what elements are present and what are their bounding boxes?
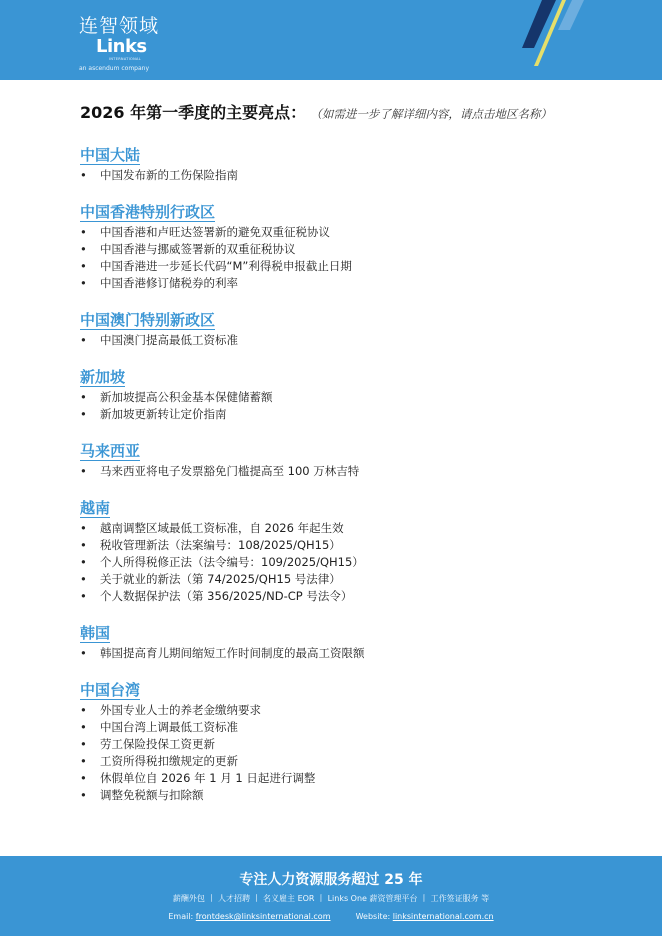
list-item: • 中国香港修订储税券的利率 [80,275,640,292]
email-link[interactable]: frontdesk@linksinternational.com [195,912,331,921]
website-link[interactable]: linksinternational.com.cn [392,912,494,921]
logo-brand-name: Links [96,36,147,57]
region-list [80,145,640,804]
footer-title: 专注人力资源服务超过 25 年 [239,872,423,888]
page-title [80,100,640,127]
region-link[interactable]: 中国澳门特别新政区 [80,311,216,329]
region-link[interactable]: 中国台湾 [80,681,141,699]
list-item: • 新加坡提高公积金基本保健储蓄额 [80,389,640,406]
list-item: • 韩国提高育儿期间缩短工作时间制度的最高工资限额 [80,645,640,662]
region-section [80,202,640,292]
region-link[interactable]: 中国大陆 [80,146,141,164]
footer-contact [0,912,662,921]
logo-international: INTERNATIONAL [109,57,141,61]
list-item: • 中国澳门提高最低工资标准 [80,332,640,349]
region-section [80,623,640,662]
list-item: • 劳工保险投保工资更新 [80,736,640,753]
list-item: • 中国台湾上调最低工资标准 [80,719,640,736]
region-items [80,332,640,349]
region-items [80,463,640,480]
region-section [80,680,640,804]
footer-banner [0,856,662,936]
region-link[interactable]: 越南 [80,499,111,517]
region-link[interactable]: 马来西亚 [80,442,141,460]
region-section [80,145,640,184]
region-link[interactable]: 韩国 [80,624,111,642]
list-item: • 马来西亚将电子发票豁免门槛提高至 100 万林吉特 [80,463,640,480]
region-section [80,310,640,349]
list-item: • 休假单位自 2026 年 1 月 1 日起进行调整 [80,770,640,787]
header-banner [0,0,662,80]
email-label: Email: [168,912,194,921]
region-link[interactable]: 新加坡 [80,368,126,386]
region-items [80,645,640,662]
region-link[interactable]: 中国香港特别行政区 [80,203,216,221]
region-section [80,367,640,423]
decorative-stripes-icon [522,0,592,80]
list-item: • 工资所得税扣缴规定的更新 [80,753,640,770]
region-items [80,389,640,423]
region-section [80,441,640,480]
list-item: • 中国香港进一步延长代码“M”利得税申报截止日期 [80,258,640,275]
list-item: • 税收管理新法（法案编号：108/2025/QH15） [80,537,640,554]
list-item: • 中国香港和卢旺达签署新的避免双重征税协议 [80,224,640,241]
region-items [80,224,640,292]
logo-tagline: an ascendum company [79,65,149,72]
headline-note: （如需进一步了解详细内容，请点击地区名称） [316,107,552,121]
footer-services: 薪酬外包 丨 人才招聘 丨 名义雇主 EOR 丨 Links One 薪资管理平台 丨 工作签证服务 等 [172,894,490,903]
region-items [80,167,640,184]
list-item: • 关于就业的新法（第 74/2025/QH15 号法律） [80,571,640,588]
list-item: • 新加坡更新转让定价指南 [80,406,640,423]
list-item: • 个人数据保护法（第 356/2025/ND-CP 号法令） [80,588,640,605]
region-items [80,520,640,605]
headline-text: 2026 年第一季度的主要亮点： [80,103,307,122]
logo-chinese-name: 连智领域 [79,15,160,37]
website-label: Website: [355,912,391,921]
list-item: • 中国香港与挪威签署新的双重征税协议 [80,241,640,258]
region-items [80,702,640,804]
list-item: • 中国发布新的工伤保险指南 [80,167,640,184]
list-item: • 越南调整区域最低工资标准，自 2026 年起生效 [80,520,640,537]
list-item: • 个人所得税修正法（法令编号：109/2025/QH15） [80,554,640,571]
list-item: • 外国专业人士的养老金缴纳要求 [80,702,640,719]
list-item: • 调整免税额与扣除额 [80,787,640,804]
main-content [80,100,640,804]
region-section [80,498,640,605]
